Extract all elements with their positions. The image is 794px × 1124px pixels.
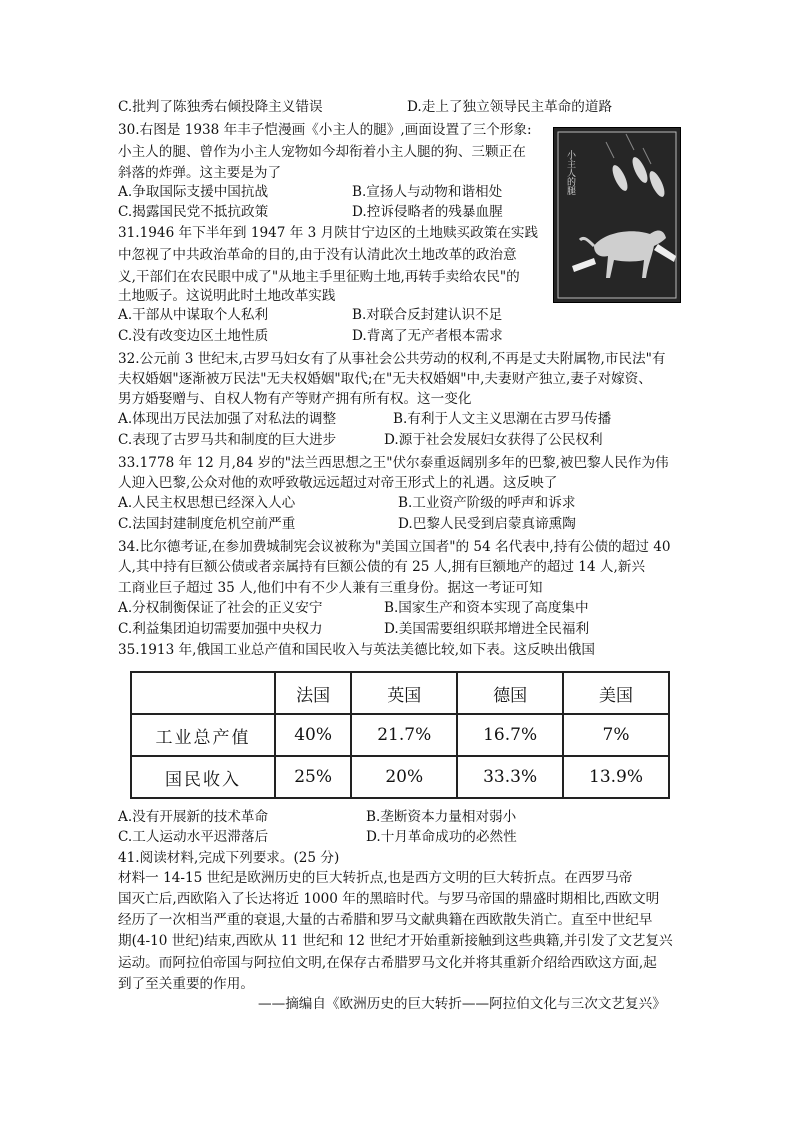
q30-option-c: C.揭露国民党不抵抗政策 [118, 204, 269, 220]
table-row-label: 国民收入 [131, 756, 275, 798]
q33-option-d: D.巴黎人民受到启蒙真谛熏陶 [398, 516, 576, 532]
q34-stem-line-3: 工商业巨子超过 35 人,他们中有不少人兼有三重身份。据这一考证可知 [118, 580, 543, 596]
table-cell: 21.7% [351, 714, 457, 756]
q30-stem-line-3: 斜落的炸弹。这主要是为了 [118, 165, 282, 181]
q30-option-d: D.控诉侵略者的残暴血腥 [352, 204, 503, 220]
q41-material-line: 期(4-10 世纪)结束,西欧从 11 世纪和 12 世纪才开始重新接触到这些典籍,并引发了文艺复兴 [118, 933, 673, 949]
table-header-cell: 美国 [563, 672, 669, 714]
q31-option-a: A.干部从中谋取个人私利 [118, 307, 269, 323]
table-cell: 25% [275, 756, 351, 798]
table-header-cell: 法国 [275, 672, 351, 714]
q30-option-b: B.宣扬人与动物和谐相处 [352, 184, 503, 200]
table-header-cell [131, 672, 275, 714]
q31-option-c: C.没有改变边区土地性质 [118, 328, 269, 344]
q33-stem-line-2: 人迎入巴黎,公众对他的欢呼致敬远远超过对帝王形式上的礼遇。这反映了 [118, 475, 558, 491]
table-row-label: 工业总产值 [131, 714, 275, 756]
q35-option-d: D.十月革命成功的必然性 [366, 829, 517, 845]
cartoon-illustration [554, 128, 680, 302]
q35-option-b: B.垄断资本力量相对弱小 [366, 809, 517, 825]
table-cell: 7% [563, 714, 669, 756]
q32-option-b: B.有利于人文主义思潮在古罗马传播 [393, 411, 612, 427]
q33-option-c: C.法国封建制度危机空前严重 [118, 516, 296, 532]
q34-option-d: D.美国需要组织联邦增进全民福利 [384, 621, 590, 637]
q31-option-d: D.背离了无产者根本需求 [352, 328, 503, 344]
table-header-cell: 德国 [457, 672, 563, 714]
table-row [131, 756, 669, 798]
q32-option-c: C.表现了古罗马共和制度的巨大进步 [118, 432, 337, 448]
q31-option-b: B.对联合反封建认识不足 [352, 307, 503, 323]
table-cell: 33.3% [457, 756, 563, 798]
q31-stem-line-4: 土地贩子。这说明此时土地改革实践 [118, 288, 336, 304]
table-header-row [131, 672, 669, 714]
q32-stem-line-3: 男方婚娶赠与、自权人物有产等财产拥有所有权。这一变化 [118, 391, 472, 407]
q34-stem-line-1: 34.比尔德考证,在参加费城制宪会议被称为"美国立国者"的 54 名代表中,持有公债的超过 40 [118, 539, 671, 555]
q41-material-line: 到了至关重要的作用。 [118, 976, 254, 992]
table-cell: 20% [351, 756, 457, 798]
q41-material-line: 运动。而阿拉伯帝国与阿拉伯文明,在保存古希腊罗马文化并将其重新介绍给西欧这方面,起 [118, 955, 657, 971]
q29-option-d: D.走上了独立领导民主革命的道路 [407, 99, 613, 115]
comparison-table [130, 671, 670, 799]
q34-option-a: A.分权制衡保证了社会的正义安宁 [118, 600, 323, 616]
table-header-cell: 英国 [351, 672, 457, 714]
q33-stem-line-1: 33.1778 年 12 月,84 岁的"法兰西思想之王"伏尔泰重返阔别多年的巴黎,被巴黎人民作为伟 [118, 455, 669, 471]
q35-option-c: C.工人运动水平迟滞落后 [118, 829, 269, 845]
table-row [131, 714, 669, 756]
q41-material-line: 材料一 14-15 世纪是欧洲历史的巨大转折点,也是西方文明的巨大转折点。在西罗马帝 [118, 870, 633, 886]
q30-stem-line-2: 小主人的腿、曾作为小主人宠物如今却衔着小主人腿的狗、三颗正在 [118, 144, 526, 160]
q32-stem-line-2: 夫权婚姻"逐渐被万民法"无夫权婚姻"取代;在"无夫权婚姻"中,夫妻财产独立,妻子对嫁资、 [118, 371, 652, 387]
svg-text:小主人的腿: 小主人的腿 [565, 150, 575, 195]
q33-option-b: B.工业资产阶级的呼声和诉求 [398, 495, 576, 511]
table-cell: 13.9% [563, 756, 669, 798]
q30-stem-line-1: 30.右图是 1938 年丰子恺漫画《小主人的腿》,画面设置了三个形象: [118, 122, 532, 138]
cartoon-image [553, 127, 681, 303]
q31-stem-line-3: 义,干部们在农民眼中成了"从地主手里征购土地,再转手卖给农民"的 [118, 269, 520, 285]
q41-source-citation: ——摘编自《欧洲历史的巨大转折——阿拉伯文化与三次文艺复兴》 [258, 996, 666, 1012]
table-cell: 16.7% [457, 714, 563, 756]
q30-option-a: A.争取国际支援中国抗战 [118, 184, 269, 200]
q32-stem-line-1: 32.公元前 3 世纪末,古罗马妇女有了从事社会公共劳动的权利,不再是丈夫附属物,市民法"有 [118, 351, 666, 367]
q41-material-line: 经历了一次相当严重的衰退,大量的古希腊和罗马文献典籍在西欧散失消亡。直至中世纪早 [118, 912, 653, 928]
q32-option-a: A.体现出万民法加强了对私法的调整 [118, 411, 337, 427]
q35-option-a: A.没有开展新的技术革命 [118, 809, 269, 825]
q31-stem-line-1: 31.1946 年下半年到 1947 年 3 月陕甘宁边区的土地赎买政策在实践 [118, 225, 539, 241]
q34-option-b: B.国家生产和资本实现了高度集中 [384, 600, 589, 616]
table-cell: 40% [275, 714, 351, 756]
q34-option-c: C.利益集团迫切需要加强中央权力 [118, 621, 323, 637]
q41-material-line: 国灭亡后,西欧陷入了长达将近 1000 年的黑暗时代。与罗马帝国的鼎盛时期相比,西欧文明 [118, 891, 660, 907]
q33-option-a: A.人民主权思想已经深入人心 [118, 495, 296, 511]
q41-stem: 41.阅读材料,完成下列要求。(25 分) [118, 850, 340, 866]
q32-option-d: D.源于社会发展妇女获得了公民权利 [384, 432, 603, 448]
q34-stem-line-2: 人,其中持有巨额公债或者亲属持有巨额公债的有 25 人,拥有巨额地产的超过 14 人,新兴 [118, 559, 646, 575]
q29-option-c: C.批判了陈独秀右倾投降主义错误 [118, 99, 323, 115]
q35-stem: 35.1913 年,俄国工业总产值和国民收入与英法美德比较,如下表。这反映出俄国 [118, 642, 595, 658]
q31-stem-line-2: 中忽视了中共政治革命的目的,由于没有认清此次土地改革的政治意 [118, 247, 517, 263]
